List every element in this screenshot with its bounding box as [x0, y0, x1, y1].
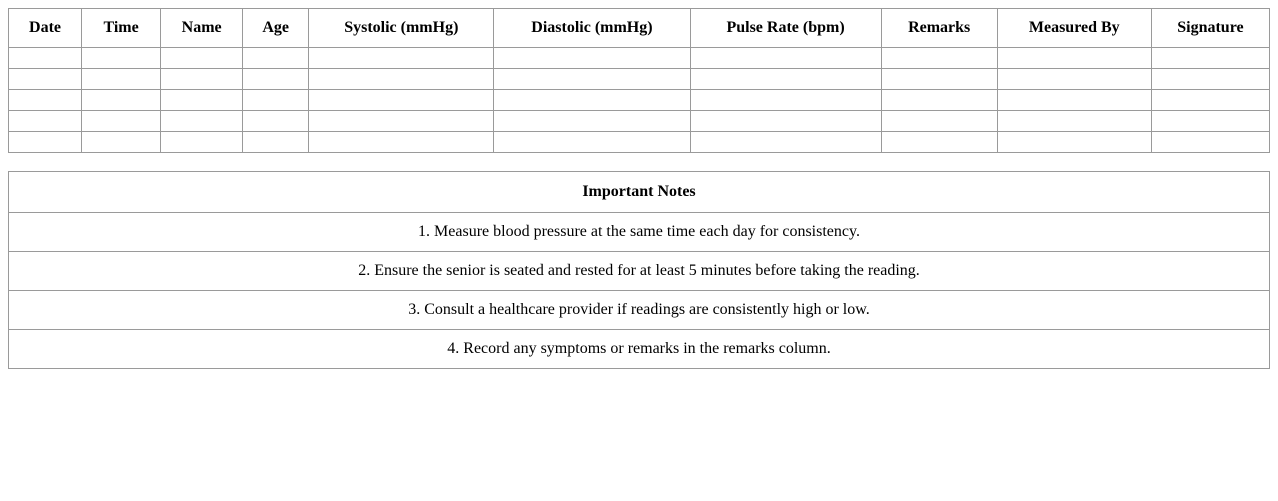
log-empty-cell	[997, 111, 1151, 132]
log-empty-row	[9, 90, 1270, 111]
log-empty-cell	[161, 132, 243, 153]
log-empty-cell	[243, 132, 309, 153]
column-header-measured-by: Measured By	[997, 9, 1151, 48]
log-empty-cell	[161, 69, 243, 90]
log-empty-cell	[243, 48, 309, 69]
log-empty-row	[9, 69, 1270, 90]
log-empty-cell	[82, 111, 161, 132]
log-empty-cell	[690, 48, 881, 69]
column-header-diastolic-mmhg: Diastolic (mmHg)	[494, 9, 690, 48]
notes-title: Important Notes	[9, 172, 1270, 213]
log-empty-cell	[309, 90, 494, 111]
log-empty-row	[9, 132, 1270, 153]
column-header-name: Name	[161, 9, 243, 48]
log-empty-cell	[881, 69, 997, 90]
column-header-remarks: Remarks	[881, 9, 997, 48]
log-empty-cell	[161, 111, 243, 132]
log-empty-cell	[997, 90, 1151, 111]
log-empty-cell	[881, 132, 997, 153]
log-empty-cell	[161, 48, 243, 69]
note-row	[9, 213, 1270, 252]
column-header-pulse-rate-bpm: Pulse Rate (bpm)	[690, 9, 881, 48]
note-item-1: 1. Measure blood pressure at the same time each day for consistency.	[9, 213, 1270, 252]
note-item-4: 4. Record any symptoms or remarks in the remarks column.	[9, 330, 1270, 369]
bp-log-header-row	[9, 9, 1270, 48]
log-empty-cell	[309, 48, 494, 69]
log-empty-cell	[997, 132, 1151, 153]
log-empty-cell	[1151, 111, 1269, 132]
log-empty-cell	[82, 90, 161, 111]
column-header-date: Date	[9, 9, 82, 48]
log-empty-cell	[997, 48, 1151, 69]
log-empty-cell	[82, 69, 161, 90]
log-empty-cell	[9, 132, 82, 153]
log-empty-cell	[9, 69, 82, 90]
log-empty-cell	[82, 132, 161, 153]
log-empty-cell	[243, 69, 309, 90]
log-empty-cell	[1151, 48, 1269, 69]
column-header-signature: Signature	[1151, 9, 1269, 48]
log-empty-cell	[1151, 69, 1269, 90]
log-empty-cell	[494, 90, 690, 111]
log-empty-cell	[9, 111, 82, 132]
column-header-time: Time	[82, 9, 161, 48]
log-empty-cell	[881, 48, 997, 69]
log-empty-cell	[161, 90, 243, 111]
log-empty-cell	[494, 111, 690, 132]
log-empty-cell	[1151, 90, 1269, 111]
log-empty-cell	[690, 132, 881, 153]
important-notes-table	[8, 171, 1270, 369]
log-empty-row	[9, 111, 1270, 132]
note-row	[9, 291, 1270, 330]
log-empty-cell	[997, 69, 1151, 90]
log-empty-cell	[243, 90, 309, 111]
note-item-3: 3. Consult a healthcare provider if readings are consistently high or low.	[9, 291, 1270, 330]
log-empty-cell	[881, 111, 997, 132]
log-empty-cell	[690, 69, 881, 90]
notes-title-row	[9, 172, 1270, 213]
log-empty-cell	[309, 132, 494, 153]
column-header-systolic-mmhg: Systolic (mmHg)	[309, 9, 494, 48]
log-empty-cell	[243, 111, 309, 132]
log-empty-cell	[494, 69, 690, 90]
log-empty-cell	[881, 90, 997, 111]
log-empty-cell	[309, 111, 494, 132]
log-empty-cell	[494, 132, 690, 153]
log-empty-cell	[690, 90, 881, 111]
log-empty-cell	[1151, 132, 1269, 153]
log-empty-cell	[9, 48, 82, 69]
log-empty-cell	[82, 48, 161, 69]
log-empty-row	[9, 48, 1270, 69]
log-empty-cell	[309, 69, 494, 90]
log-empty-cell	[9, 90, 82, 111]
note-row	[9, 330, 1270, 369]
log-empty-cell	[690, 111, 881, 132]
column-header-age: Age	[243, 9, 309, 48]
note-row	[9, 252, 1270, 291]
note-item-2: 2. Ensure the senior is seated and rested for at least 5 minutes before taking the reading.	[9, 252, 1270, 291]
bp-log-table	[8, 8, 1270, 153]
log-empty-cell	[494, 48, 690, 69]
